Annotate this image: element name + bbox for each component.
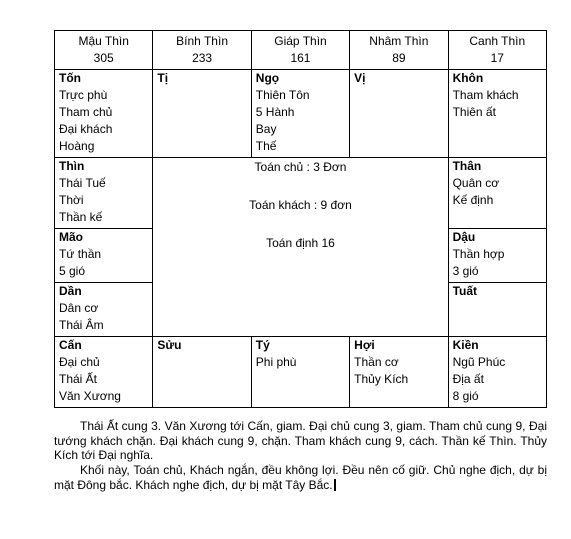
palace-name: Kiền	[452, 338, 479, 352]
cell-line: Thái Ất	[59, 372, 98, 386]
bottom-row	[55, 337, 547, 408]
cell-than	[448, 158, 546, 229]
cell-line: Thái Tuế	[59, 176, 106, 190]
cell-line: Đại khách	[59, 122, 113, 136]
header-cell	[350, 31, 448, 70]
cell-line: Bay	[255, 122, 277, 136]
center-summary	[153, 158, 448, 337]
cell-ngo	[251, 70, 349, 158]
palace-name: Ngọ	[255, 71, 280, 85]
palace-name: Tị	[157, 71, 169, 85]
header-name: Nhâm Thìn	[369, 34, 429, 48]
cell-ty	[251, 337, 349, 408]
palace-name: Tốn	[59, 71, 81, 85]
paragraph-2[interactable]	[54, 463, 547, 492]
palace-name: Khôn	[452, 71, 484, 85]
top-row	[55, 70, 547, 158]
header-row	[55, 31, 547, 70]
cell-line: Ngũ Phúc	[452, 355, 506, 369]
cell-line: Địa ất	[452, 372, 484, 386]
thai-at-chart-table	[54, 30, 547, 408]
header-value: 161	[290, 51, 311, 65]
cell-line: Quân cơ	[452, 176, 500, 190]
cell-line: 8 gió	[452, 389, 479, 403]
cell-line: Tham chủ	[59, 105, 113, 119]
cell-line: Phi phù	[255, 355, 297, 369]
cell-line: Thần hợp	[452, 247, 505, 261]
cell-line: Thời	[59, 193, 84, 207]
center-toan-dinh: Toán định 16	[266, 236, 335, 250]
cell-line: 5 gió	[59, 264, 86, 278]
header-name: Giáp Thìn	[274, 34, 327, 48]
text-cursor	[334, 479, 336, 491]
header-value: 305	[93, 51, 114, 65]
paragraph-2-text: Khối này, Toán chủ, Khách ngắn, đều không lợi. Đều nên cố giữ. Chủ nghe địch, dự bị mặt Đông bắc. Khách nghe địch, dự bị mặt Tây Bắc.	[54, 463, 547, 492]
palace-name: Tuất	[452, 284, 478, 298]
cell-line: Tham khách	[452, 88, 519, 102]
cell-line: Đại chủ	[59, 355, 100, 369]
cell-line: Thiên ất	[452, 105, 496, 119]
cell-ti	[153, 70, 251, 158]
cell-line: Thủy Kích	[354, 372, 409, 386]
cell-dan	[55, 283, 153, 337]
palace-name: Tý	[255, 338, 270, 352]
cell-ton	[55, 70, 153, 158]
cell-thin	[55, 158, 153, 229]
cell-line: Thiên Tôn	[255, 88, 310, 102]
cell-line: Thần kế	[59, 210, 103, 224]
palace-name: Sửu	[157, 338, 182, 352]
cell-vi	[350, 70, 448, 158]
palace-name: Mão	[59, 230, 83, 244]
header-name: Mậu Thìn	[78, 34, 129, 48]
cell-tuat	[448, 283, 546, 337]
header-value: 233	[192, 51, 213, 65]
palace-name: Dần	[59, 284, 82, 298]
cell-line: Tứ thần	[59, 247, 102, 261]
header-cell	[153, 31, 251, 70]
cell-line: Dân cơ	[59, 301, 99, 315]
cell-line: Thần cơ	[354, 355, 399, 369]
header-cell	[251, 31, 349, 70]
header-name: Canh Thìn	[469, 34, 526, 48]
cell-line: 3 gió	[452, 264, 479, 278]
palace-name: Vị	[354, 71, 366, 85]
cell-line: Kế định	[452, 193, 494, 207]
cell-mao	[55, 229, 153, 283]
palace-name: Dậu	[452, 230, 476, 244]
cell-khon	[448, 70, 546, 158]
cell-hoi	[350, 337, 448, 408]
header-value: 17	[490, 51, 504, 65]
header-value: 89	[392, 51, 406, 65]
header-cell	[448, 31, 546, 70]
header-cell	[55, 31, 153, 70]
cell-can	[55, 337, 153, 408]
cell-line: Hoàng	[59, 139, 95, 153]
cell-suu	[153, 337, 251, 408]
paragraph-1-text: Thái Ất cung 3. Văn Xương tới Cấn, giam. Đại chủ cung 3, giam. Tham chủ cung 9, Đại tướng khách chặn. Đại khách cung 9, chặn. Tham khách cung 9, cách. Thần kế Thìn. Thủy Kích tới Đại nghĩa.	[54, 419, 547, 462]
middle-row-1	[55, 158, 547, 229]
cell-dau	[448, 229, 546, 283]
palace-name: Hợi	[354, 338, 375, 352]
paragraph-1	[54, 419, 547, 463]
palace-name: Thìn	[59, 159, 85, 173]
cell-line: Thế	[255, 139, 277, 153]
cell-line: Trực phù	[59, 88, 108, 102]
cell-line: Thái Âm	[59, 318, 104, 332]
palace-name: Thân	[452, 159, 482, 173]
header-name: Bính Thìn	[176, 34, 228, 48]
center-toan-chu: Toán chủ : 3 Đơn	[254, 160, 347, 174]
cell-kien	[448, 337, 546, 408]
cell-line: Văn Xương	[59, 389, 121, 403]
cell-line: 5 Hành	[255, 105, 295, 119]
center-toan-khach: Toán khách : 9 đơn	[249, 198, 352, 212]
palace-name: Cấn	[59, 338, 82, 352]
